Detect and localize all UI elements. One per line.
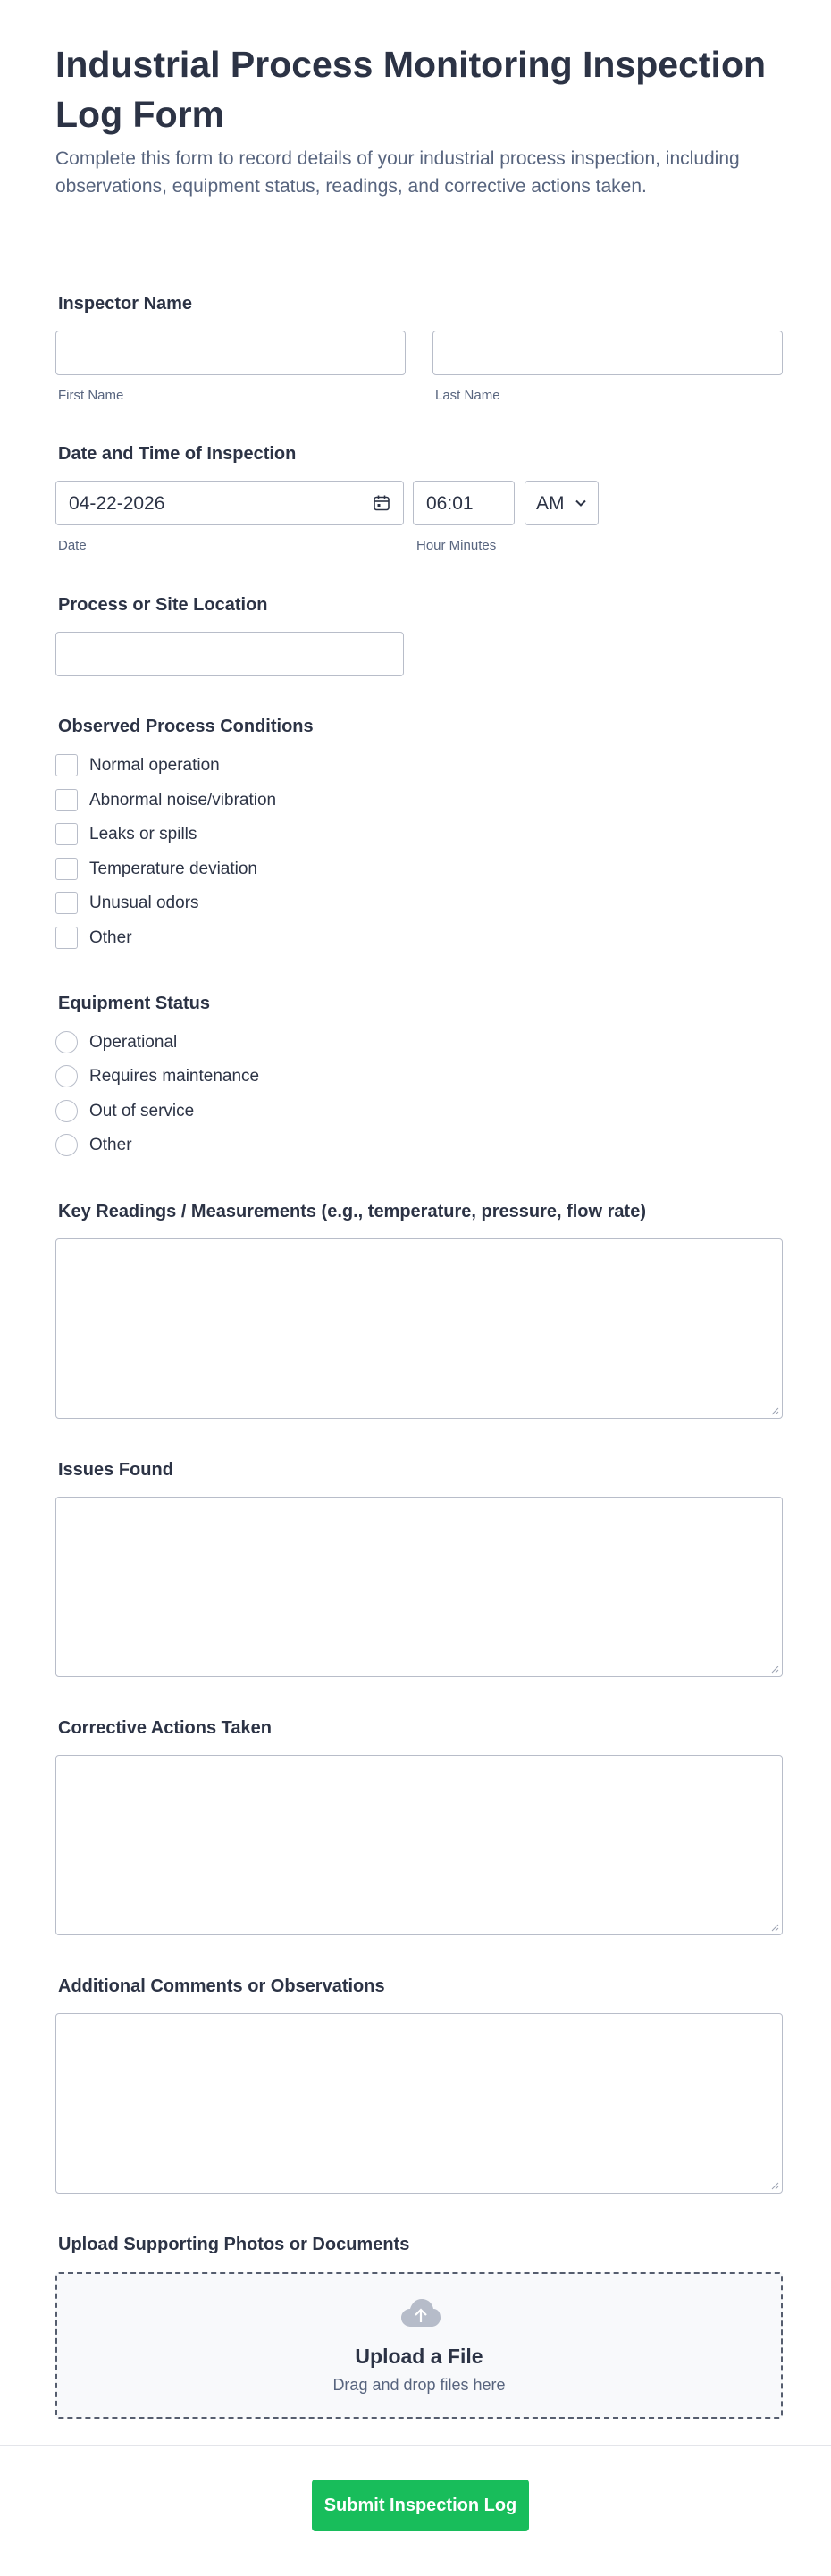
condition-option-label: Abnormal noise/vibration bbox=[89, 791, 277, 810]
radio-button[interactable] bbox=[55, 1134, 78, 1156]
calendar-icon[interactable] bbox=[373, 494, 390, 512]
condition-option-label: Unusual odors bbox=[89, 894, 199, 912]
condition-option-label: Other bbox=[89, 928, 132, 947]
checkbox[interactable] bbox=[55, 823, 78, 845]
datetime-label: Date and Time of Inspection bbox=[58, 444, 297, 464]
time-sublabel: Hour Minutes bbox=[416, 538, 497, 553]
ampm-value: AM bbox=[536, 493, 565, 514]
inspector-name-label: Inspector Name bbox=[58, 294, 193, 314]
condition-option[interactable] bbox=[55, 823, 502, 846]
radio-button[interactable] bbox=[55, 1100, 78, 1122]
file-upload-dropzone[interactable] bbox=[55, 2272, 783, 2419]
condition-option[interactable] bbox=[55, 789, 502, 812]
equipment-option-label: Out of service bbox=[89, 1102, 195, 1120]
equipment-option-label: Other bbox=[89, 1136, 132, 1154]
issues-label: Issues Found bbox=[58, 1460, 173, 1480]
equipment-label: Equipment Status bbox=[58, 994, 211, 1013]
readings-label: Key Readings / Measurements (e.g., temperature, pressure, flow rate) bbox=[58, 1202, 646, 1221]
date-sublabel: Date bbox=[58, 538, 87, 553]
location-input[interactable] bbox=[55, 632, 404, 676]
resize-grip-icon[interactable] bbox=[770, 1406, 779, 1415]
equipment-option-label: Operational bbox=[89, 1033, 178, 1052]
upload-title: Upload a File bbox=[355, 2345, 483, 2368]
condition-option-label: Normal operation bbox=[89, 756, 220, 775]
first-name-input[interactable] bbox=[55, 331, 406, 375]
first-name-sublabel: First Name bbox=[58, 388, 124, 403]
page-subtitle: Complete this form to record details of your industrial process inspection, including observations, equipment status, readings, and corrective actions taken. bbox=[55, 148, 740, 197]
checkbox[interactable] bbox=[55, 892, 78, 914]
cloud-upload-icon bbox=[400, 2297, 441, 2329]
page-title: Industrial Process Monitoring Inspection Log Form bbox=[55, 44, 767, 135]
radio-button[interactable] bbox=[55, 1065, 78, 1087]
resize-grip-icon[interactable] bbox=[770, 2181, 779, 2190]
footer-divider bbox=[0, 2445, 831, 2446]
time-input[interactable] bbox=[413, 481, 515, 525]
condition-option[interactable] bbox=[55, 754, 502, 777]
checkbox[interactable] bbox=[55, 754, 78, 776]
equipment-option[interactable] bbox=[55, 1100, 502, 1123]
equipment-option[interactable] bbox=[55, 1134, 502, 1157]
time-value: 06:01 bbox=[426, 493, 474, 514]
last-name-input[interactable] bbox=[432, 331, 783, 375]
condition-option-label: Temperature deviation bbox=[89, 860, 257, 878]
last-name-sublabel: Last Name bbox=[435, 388, 500, 403]
condition-option-label: Leaks or spills bbox=[89, 825, 197, 843]
condition-option[interactable] bbox=[55, 927, 502, 950]
ampm-select[interactable] bbox=[525, 481, 599, 525]
form-header bbox=[0, 0, 831, 248]
equipment-option[interactable] bbox=[55, 1031, 502, 1054]
checkbox[interactable] bbox=[55, 858, 78, 880]
resize-grip-icon[interactable] bbox=[770, 1923, 779, 1932]
comments-label: Additional Comments or Observations bbox=[58, 1976, 385, 1996]
upload-hint: Drag and drop files here bbox=[332, 2376, 506, 2394]
comments-textarea[interactable] bbox=[55, 2013, 783, 2194]
checkbox[interactable] bbox=[55, 789, 78, 811]
actions-label: Corrective Actions Taken bbox=[58, 1718, 272, 1738]
upload-label: Upload Supporting Photos or Documents bbox=[58, 2235, 410, 2254]
conditions-label: Observed Process Conditions bbox=[58, 717, 314, 736]
condition-option[interactable] bbox=[55, 858, 502, 881]
submit-button[interactable]: Submit Inspection Log bbox=[312, 2480, 529, 2531]
equipment-option[interactable] bbox=[55, 1065, 502, 1088]
resize-grip-icon[interactable] bbox=[770, 1665, 779, 1674]
condition-option[interactable] bbox=[55, 892, 502, 915]
equipment-option-label: Requires maintenance bbox=[89, 1067, 260, 1086]
date-input[interactable] bbox=[55, 481, 404, 525]
actions-textarea[interactable] bbox=[55, 1755, 783, 1935]
chevron-down-icon bbox=[575, 497, 587, 509]
checkbox[interactable] bbox=[55, 927, 78, 949]
issues-textarea[interactable] bbox=[55, 1497, 783, 1677]
radio-button[interactable] bbox=[55, 1031, 78, 1053]
location-label: Process or Site Location bbox=[58, 595, 268, 615]
date-value: 04-22-2026 bbox=[69, 493, 165, 514]
readings-textarea[interactable] bbox=[55, 1238, 783, 1419]
